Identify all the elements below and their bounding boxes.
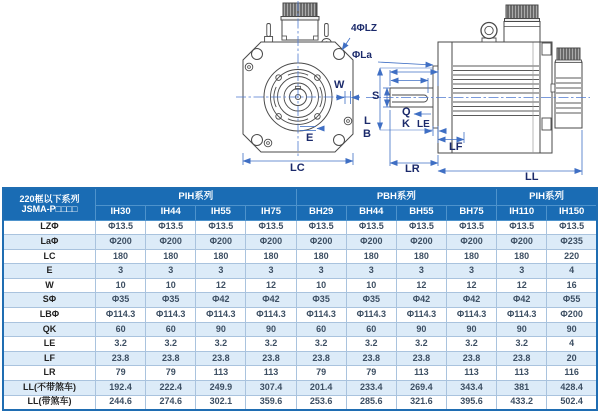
value-cell: Φ114.3 [146, 308, 196, 323]
value-cell: Φ200 [196, 235, 246, 250]
value-cell: 60 [146, 322, 196, 337]
value-cell: Φ114.3 [246, 308, 296, 323]
value-cell: 3.2 [246, 337, 296, 352]
value-cell: 23.8 [196, 351, 246, 366]
value-cell: Φ200 [296, 235, 346, 250]
dim-label-s: S [372, 90, 380, 102]
value-cell: 180 [96, 249, 146, 264]
value-cell: Φ200 [146, 235, 196, 250]
value-cell: 23.8 [497, 351, 547, 366]
value-cell: 285.6 [346, 395, 396, 410]
value-cell: Φ42 [497, 293, 547, 308]
value-cell: 3 [146, 264, 196, 279]
dimension-drawings [0, 0, 600, 187]
value-cell: 3.2 [146, 337, 196, 352]
spec-table [2, 187, 598, 411]
dim-label-lb-l: L [364, 115, 371, 127]
value-cell: Φ114.3 [446, 308, 496, 323]
value-cell: 16 [547, 278, 597, 293]
value-cell: 180 [146, 249, 196, 264]
value-cell: 433.2 [497, 395, 547, 410]
spec-table-wrap [2, 187, 598, 409]
table-row [3, 249, 597, 264]
model-column-header: IH75 [246, 205, 296, 220]
value-cell: 113 [497, 366, 547, 381]
value-cell: 180 [246, 249, 296, 264]
dim-label-w: W [334, 79, 345, 91]
value-cell: Φ35 [96, 293, 146, 308]
value-cell: 23.8 [446, 351, 496, 366]
series-group-header: PBH系列 [296, 188, 497, 205]
value-cell: 428.4 [547, 381, 597, 396]
value-cell: Φ114.3 [196, 308, 246, 323]
value-cell: 3.2 [396, 337, 446, 352]
header-group-row [3, 188, 597, 205]
value-cell: Φ35 [346, 293, 396, 308]
value-cell: 269.4 [396, 381, 446, 396]
value-cell: 502.4 [547, 395, 597, 410]
value-cell: 116 [547, 366, 597, 381]
row-label: QK [3, 322, 96, 337]
value-cell: Φ114.3 [296, 308, 346, 323]
value-cell: 90 [497, 322, 547, 337]
table-row [3, 337, 597, 352]
value-cell: 12 [446, 278, 496, 293]
table-row [3, 381, 597, 396]
value-cell: Φ13.5 [547, 220, 597, 235]
row-label: LC [3, 249, 96, 264]
value-cell: Φ13.5 [296, 220, 346, 235]
value-cell: 23.8 [96, 351, 146, 366]
model-column-header: IH150 [547, 205, 597, 220]
value-cell: 321.6 [396, 395, 446, 410]
value-cell: Φ35 [146, 293, 196, 308]
value-cell: 12 [497, 278, 547, 293]
value-cell: 79 [296, 366, 346, 381]
value-cell: 180 [196, 249, 246, 264]
value-cell: 180 [346, 249, 396, 264]
row-label: LaΦ [3, 235, 96, 250]
value-cell: 244.6 [96, 395, 146, 410]
value-cell: 253.6 [296, 395, 346, 410]
row-label: LZΦ [3, 220, 96, 235]
dim-label-e: E [306, 132, 314, 144]
value-cell: 113 [246, 366, 296, 381]
value-cell: Φ200 [547, 308, 597, 323]
value-cell: 3 [96, 264, 146, 279]
table-row [3, 220, 597, 235]
model-column-header: BH75 [446, 205, 496, 220]
value-cell: 3 [346, 264, 396, 279]
motor-drawing-svg [0, 0, 600, 187]
value-cell: 113 [396, 366, 446, 381]
dim-label-4lz: 4ΦLZ [351, 23, 377, 34]
value-cell: 20 [547, 351, 597, 366]
row-label: E [3, 264, 96, 279]
value-cell: 10 [346, 278, 396, 293]
value-cell: Φ35 [296, 293, 346, 308]
value-cell: Φ13.5 [146, 220, 196, 235]
value-cell: Φ114.3 [346, 308, 396, 323]
table-row [3, 395, 597, 410]
row-label: LE [3, 337, 96, 352]
value-cell: Φ114.3 [96, 308, 146, 323]
value-cell: 359.6 [246, 395, 296, 410]
value-cell: 12 [246, 278, 296, 293]
model-column-header: IH30 [96, 205, 146, 220]
value-cell: Φ200 [246, 235, 296, 250]
value-cell: Φ13.5 [96, 220, 146, 235]
value-cell: 23.8 [146, 351, 196, 366]
value-cell: 3 [196, 264, 246, 279]
value-cell: Φ114.3 [497, 308, 547, 323]
table-row [3, 308, 597, 323]
value-cell: Φ200 [96, 235, 146, 250]
value-cell: 23.8 [246, 351, 296, 366]
value-cell: 3 [296, 264, 346, 279]
value-cell: 12 [196, 278, 246, 293]
side-view [390, 5, 582, 153]
value-cell: Φ114.3 [396, 308, 446, 323]
value-cell: 180 [497, 249, 547, 264]
value-cell: 381 [497, 381, 547, 396]
value-cell: Φ200 [446, 235, 496, 250]
value-cell: 3.2 [346, 337, 396, 352]
value-cell: Φ42 [196, 293, 246, 308]
row-label: LR [3, 366, 96, 381]
model-column-header: BH44 [346, 205, 396, 220]
value-cell: 180 [446, 249, 496, 264]
value-cell: 3 [246, 264, 296, 279]
row-label: LBΦ [3, 308, 96, 323]
value-cell: 201.4 [296, 381, 346, 396]
table-corner-header: 220框以下系列 JSMA-P□□□□ [3, 188, 96, 220]
value-cell: Φ200 [346, 235, 396, 250]
row-label: LL(带煞车) [3, 395, 96, 410]
row-label: LF [3, 351, 96, 366]
value-cell: Φ13.5 [196, 220, 246, 235]
value-cell: 249.9 [196, 381, 246, 396]
table-row [3, 293, 597, 308]
model-column-header: BH55 [396, 205, 446, 220]
series-group-header: PIH系列 [497, 188, 597, 205]
row-label: SΦ [3, 293, 96, 308]
model-column-header: IH44 [146, 205, 196, 220]
dim-label-q: Q [402, 106, 411, 118]
value-cell: Φ13.5 [246, 220, 296, 235]
value-cell: Φ42 [396, 293, 446, 308]
value-cell: Φ13.5 [396, 220, 446, 235]
dim-label-le: LE [417, 119, 430, 130]
model-column-header: IH110 [497, 205, 547, 220]
value-cell: 3 [396, 264, 446, 279]
dim-label-ll: LL [525, 171, 539, 183]
value-cell: 302.1 [196, 395, 246, 410]
value-cell: 3.2 [497, 337, 547, 352]
value-cell: 60 [96, 322, 146, 337]
value-cell: 4 [547, 264, 597, 279]
dim-label-lc: LC [290, 162, 305, 174]
value-cell: 79 [146, 366, 196, 381]
value-cell: Φ200 [396, 235, 446, 250]
value-cell: Φ200 [497, 235, 547, 250]
value-cell: 222.4 [146, 381, 196, 396]
value-cell: 23.8 [346, 351, 396, 366]
value-cell: 3.2 [296, 337, 346, 352]
value-cell: Φ13.5 [346, 220, 396, 235]
value-cell: 307.4 [246, 381, 296, 396]
value-cell: 343.4 [446, 381, 496, 396]
value-cell: Φ235 [547, 235, 597, 250]
value-cell: 3 [497, 264, 547, 279]
value-cell: 3.2 [446, 337, 496, 352]
value-cell: 60 [296, 322, 346, 337]
value-cell: 90 [446, 322, 496, 337]
row-label: W [3, 278, 96, 293]
value-cell: 23.8 [396, 351, 446, 366]
value-cell: 233.4 [346, 381, 396, 396]
value-cell: 3.2 [96, 337, 146, 352]
value-cell: 10 [296, 278, 346, 293]
value-cell: 10 [96, 278, 146, 293]
model-column-header: BH29 [296, 205, 346, 220]
value-cell: 274.6 [146, 395, 196, 410]
value-cell: 90 [396, 322, 446, 337]
value-cell: 90 [196, 322, 246, 337]
value-cell: 23.8 [296, 351, 346, 366]
value-cell: 60 [346, 322, 396, 337]
row-label: LL(不带煞车) [3, 381, 96, 396]
table-row [3, 351, 597, 366]
value-cell: Φ13.5 [497, 220, 547, 235]
value-cell: 90 [246, 322, 296, 337]
table-row [3, 278, 597, 293]
series-group-header: PIH系列 [96, 188, 297, 205]
value-cell: 192.4 [96, 381, 146, 396]
value-cell: 4 [547, 337, 597, 352]
value-cell: 79 [96, 366, 146, 381]
dim-label-lb-b: B [363, 128, 371, 140]
table-row [3, 235, 597, 250]
value-cell: Φ55 [547, 293, 597, 308]
model-column-header: IH55 [196, 205, 246, 220]
value-cell: 220 [547, 249, 597, 264]
value-cell: 79 [346, 366, 396, 381]
value-cell: 180 [296, 249, 346, 264]
value-cell: 3 [446, 264, 496, 279]
value-cell: Φ42 [446, 293, 496, 308]
value-cell: 395.6 [446, 395, 496, 410]
value-cell: Φ42 [246, 293, 296, 308]
value-cell: 12 [396, 278, 446, 293]
value-cell: 3.2 [196, 337, 246, 352]
table-row [3, 322, 597, 337]
table-row [3, 264, 597, 279]
value-cell: 10 [146, 278, 196, 293]
dim-label-lf: LF [449, 141, 463, 153]
dim-label-k: K [402, 118, 410, 130]
value-cell: 180 [396, 249, 446, 264]
value-cell: 90 [547, 322, 597, 337]
table-row [3, 366, 597, 381]
value-cell: Φ13.5 [446, 220, 496, 235]
value-cell: 113 [446, 366, 496, 381]
dim-label-la: ΦLa [352, 50, 372, 61]
value-cell: 113 [196, 366, 246, 381]
dim-label-lr: LR [405, 163, 420, 175]
